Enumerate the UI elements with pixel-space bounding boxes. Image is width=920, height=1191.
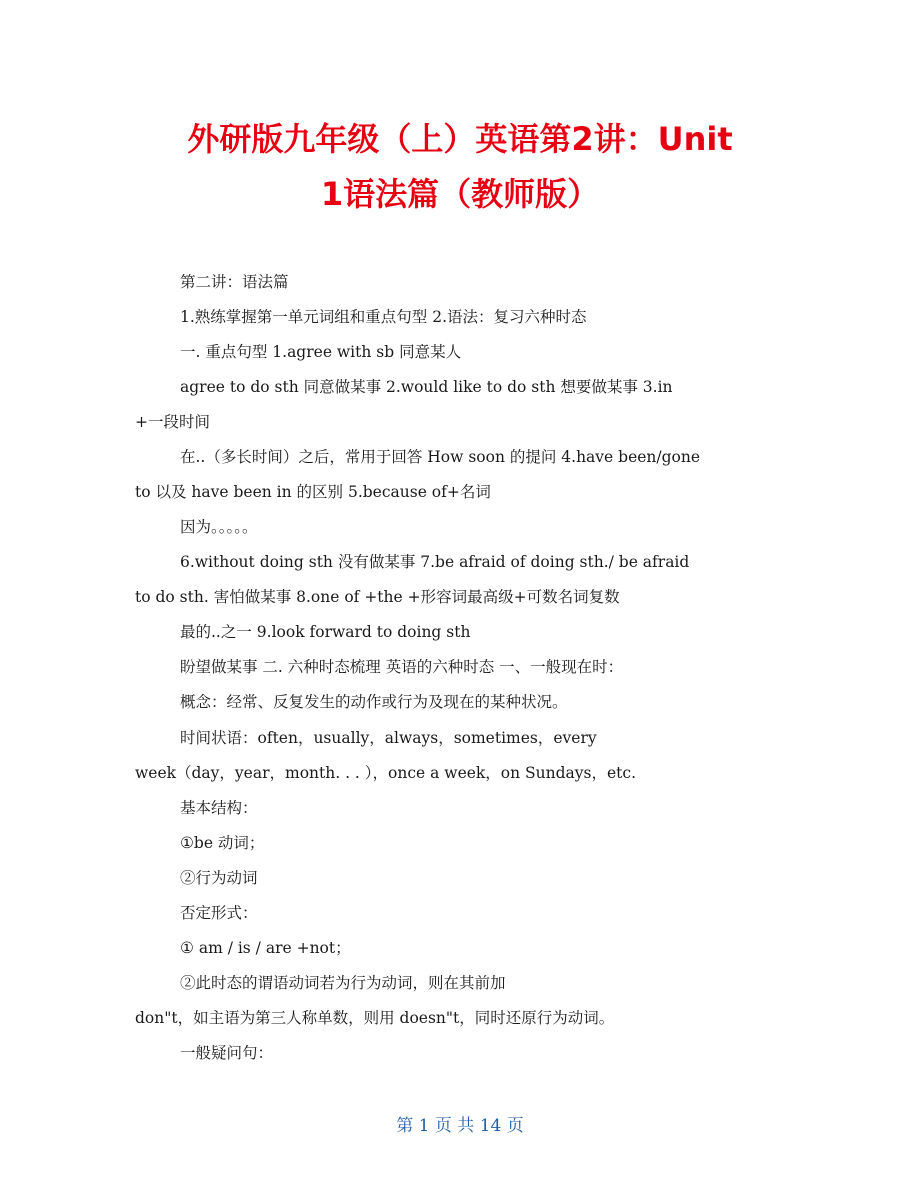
body-line: 在..（多长时间）之后，常用于回答 How soon 的提问 4.have been/gone (180, 448, 701, 466)
body-line: 1.熟练掌握第一单元词组和重点句型 2.语法：复习六种时态 (180, 308, 587, 326)
body-line: ②此时态的谓语动词若为行为动词，则在其前加 (180, 974, 506, 992)
body-line: agree to do sth 同意做某事 2.would like to do sth 想要做某事 3.in (180, 378, 673, 396)
body-line: 一般疑问句： (180, 1044, 274, 1062)
body-line: week（day，year，month. . . ），once a week，on Sundays，etc. (135, 764, 637, 782)
body-line: 否定形式： (180, 904, 258, 922)
body-line: +一段时间 (135, 413, 210, 431)
body-line: ①be 动词； (180, 834, 265, 852)
document-title-line-1: 外研版九年级（上）英语第2讲：Unit (187, 120, 733, 158)
page-number-footer: 第 1 页 共 14 页 (396, 1116, 524, 1136)
body-line: 最的..之一 9.look forward to doing sth (180, 623, 471, 641)
body-line: 因为。。。。。 (180, 518, 258, 536)
body-line: 盼望做某事 二. 六种时态梳理 英语的六种时态 一、一般现在时： (180, 658, 624, 676)
body-line: ① am / is / are +not； (180, 939, 351, 957)
body-line: ②行为动词 (180, 869, 258, 887)
body-line: 概念：经常、反复发生的动作或行为及现在的某种状况。 (180, 693, 568, 711)
body-line: to do sth. 害怕做某事 8.one of +the +形容词最高级+可数名词复数 (135, 588, 620, 606)
body-line: to 以及 have been in 的区别 5.because of+名词 (135, 483, 491, 501)
body-line: don"t，如主语为第三人称单数，则用 doesn"t，同时还原行为动词。 (135, 1009, 615, 1027)
body-line: 第二讲：语法篇 (180, 273, 289, 291)
document-title-line-2: 1语法篇（教师版） (320, 175, 600, 213)
body-line: 6.without doing sth 没有做某事 7.be afraid of doing sth./ be afraid (180, 553, 690, 571)
body-line: 一. 重点句型 1.agree with sb 同意某人 (180, 343, 462, 361)
body-line: 基本结构： (180, 799, 258, 817)
body-line: 时间状语：often，usually，always，sometimes，every (180, 729, 597, 747)
